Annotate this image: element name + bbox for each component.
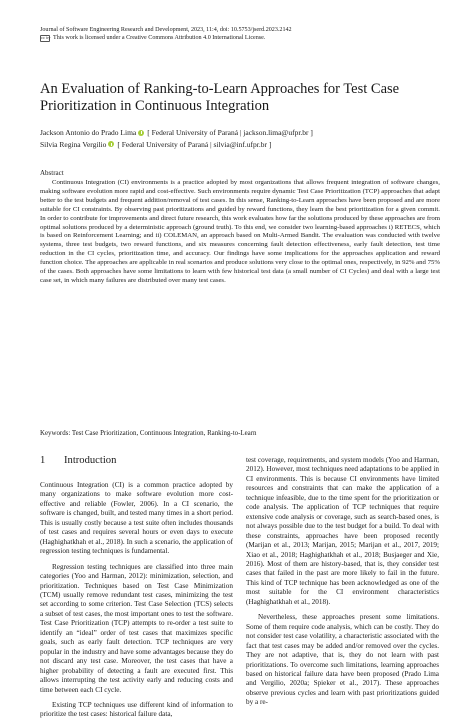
journal-citation <box>40 26 292 34</box>
journal-header <box>40 26 292 42</box>
journal-citation-text: Journal of Software Engineering Research and Development, 2023, 11:4, doi: 10.5753/jserd.2023.2142 <box>40 27 292 33</box>
body-paragraph: Continuous Integration (CI) is a common practice adopted by many organizations to make software evolution more cost-effective and reliable (Fowler, 2006). In a CI scenario, the software is changed, built, and tested many times in a short period. This is usually costly because a test suite often includes thousands of test cases and requires several hours or even days to execute (Haghighatkhah et al., 2018). In such a scenario, the application of regression testing techniques is fundamental. <box>40 481 233 556</box>
body-paragraph: Regression testing techniques are classified into three main categories (Yoo and Harman, 2012): minimization, selection, and prioritization. Techniques based on Test Case Minimization (TCM) usually remove redundant test cases, minimizing the test set according to some criterion. Test Case Selection (TCS) selects a subset of test cases, the most important ones to test the software. Test Case Prioritization (TCP) attempts to re-order a test suite to identify an “ideal” order of test cases that maximizes specific goals, such as early fault detection. TCP techniques are very popular in the industry and have some advantages because they do not discard any test case. Moreover, the test cases that have a higher probability of detecting a fault are executed first. This allows interrupting the test activity early and reducing costs and time between each CI cycle. <box>40 562 233 694</box>
orcid-icon[interactable] <box>138 130 144 136</box>
keywords <box>40 430 440 437</box>
author-entry <box>40 127 313 139</box>
abstract-text: Continuous Integration (CI) environments is a practice adopted by most organizations that allows frequent integration of software changes, making software evolution more rapid and cost-effective. Such environments require dynamic Test Case Prioritization (TCP) approaches that adapt better to the test budgets and frequent addition/removal of test cases. In this sense, Ranking-to-Learn approaches have been proposed and are more suitable for CI constraints. By observing past prioritizations and guided by reward functions, they learn the best prioritization for a given commit. In order to contribute for improvements and direct future research, this work evaluates how far the solutions produced by these approaches are from optimal solutions produced by a deterministic approach (ground truth). To this end, we consider two learning-based approaches i) RETECS, which is based on Reinforcement Learning; and ii) COLEMAN, an approach based on Multi-Armed Bandit. The evaluation was conducted with twelve systems, three test budgets, two reward functions, and six measures concerning fault detection effectiveness, early fault detection, test time reduction in the CI cycles, prioritization time, and accuracy. Our findings have some implications for the approaches application and reward function choice. The approaches are applicable in real scenarios and produce solutions very close to the optimal ones, respectively, in 92% and 75% of the cases. Both approaches have some limitations to learn with few historical test data (a small number of CI Cycles) and deal with a large test case set, in which many failures are distributed over many test cases. <box>40 179 440 284</box>
paper-title: An Evaluation of Ranking-to-Learn Approaches for Test Case Prioritization in Continuous Integration <box>40 81 400 114</box>
section-number: 1 <box>40 455 46 466</box>
license-text: This work is licensed under a Creative Commons Attribution 4.0 International License. <box>53 35 266 41</box>
author-list <box>40 127 313 150</box>
abstract-heading: Abstract <box>40 169 64 177</box>
body-paragraph: Existing TCP techniques use different kind of information to prioritize the test cases: historical failure data, <box>40 700 233 719</box>
keywords-label: Keywords: <box>40 430 71 437</box>
body-column-left <box>40 481 233 720</box>
section-heading <box>40 455 116 466</box>
body-paragraph: test coverage, requirements, and system models (Yoo and Harman, 2012). However, most techniques need adaptations to be applied in CI environments. This is because CI environments have limited resources and constraints that can make the application of a technique infeasible, due to the time spent for the prioritization or code analysis. The application of TCP techniques that require extensive code analysis or coverage, such as search-based ones, is not always possible due to the test budget for a build. To deal with these constraints, approaches have been proposed recently (Marijan et al., 2013; Marijan, 2015; Marijan et al., 2017, 2019; Xiao et al., 2018; Haghighatkhah et al., 2018; Busjaeger and Xie, 2016). Most of them are history-based, that is, they consider test cases that failed in the past are more likely to fail in the future. This kind of TCP technique has been acknowledged as one of the most suitable for the CI environment characteristics (Haghighatkhah et al., 2018). <box>246 456 439 606</box>
cc-by-icon[interactable]: cc by <box>41 35 51 40</box>
author-affiliation: [ Federal University of Paraná | silvia@inf.ufpr.br ] <box>117 139 272 149</box>
keywords-text: Test Case Prioritization, Continuous Integration, Ranking-to-Learn <box>71 430 257 437</box>
section-title: Introduction <box>64 455 117 466</box>
author-entry <box>40 139 313 151</box>
orcid-icon[interactable] <box>108 141 114 147</box>
author-affiliation: [ Federal University of Paraná | jackson.lima@ufpr.br ] <box>147 128 313 137</box>
body-column-right <box>246 456 439 708</box>
author-name: Jackson Antonio do Prado Lima <box>40 128 137 137</box>
author-name: Silvia Regina Vergilio <box>40 139 107 149</box>
body-paragraph: Nevertheless, these approaches present some limitations. Some of them require code analysis, which can be costly. They do not consider test case volatility, a characteristic associated with the fact that test cases may be added and/or removed over the cycles. They are not adaptive, that is, they do not learn with past prioritizations. To overcome such limitations, learning approaches based on historical failure data have been proposed (Prado Lima and Vergilio, 2020a; Spieker et al., 2017). These approaches observe previous cycles and learn with past prioritizations guided by a re- <box>246 613 439 707</box>
license-notice <box>40 34 292 42</box>
